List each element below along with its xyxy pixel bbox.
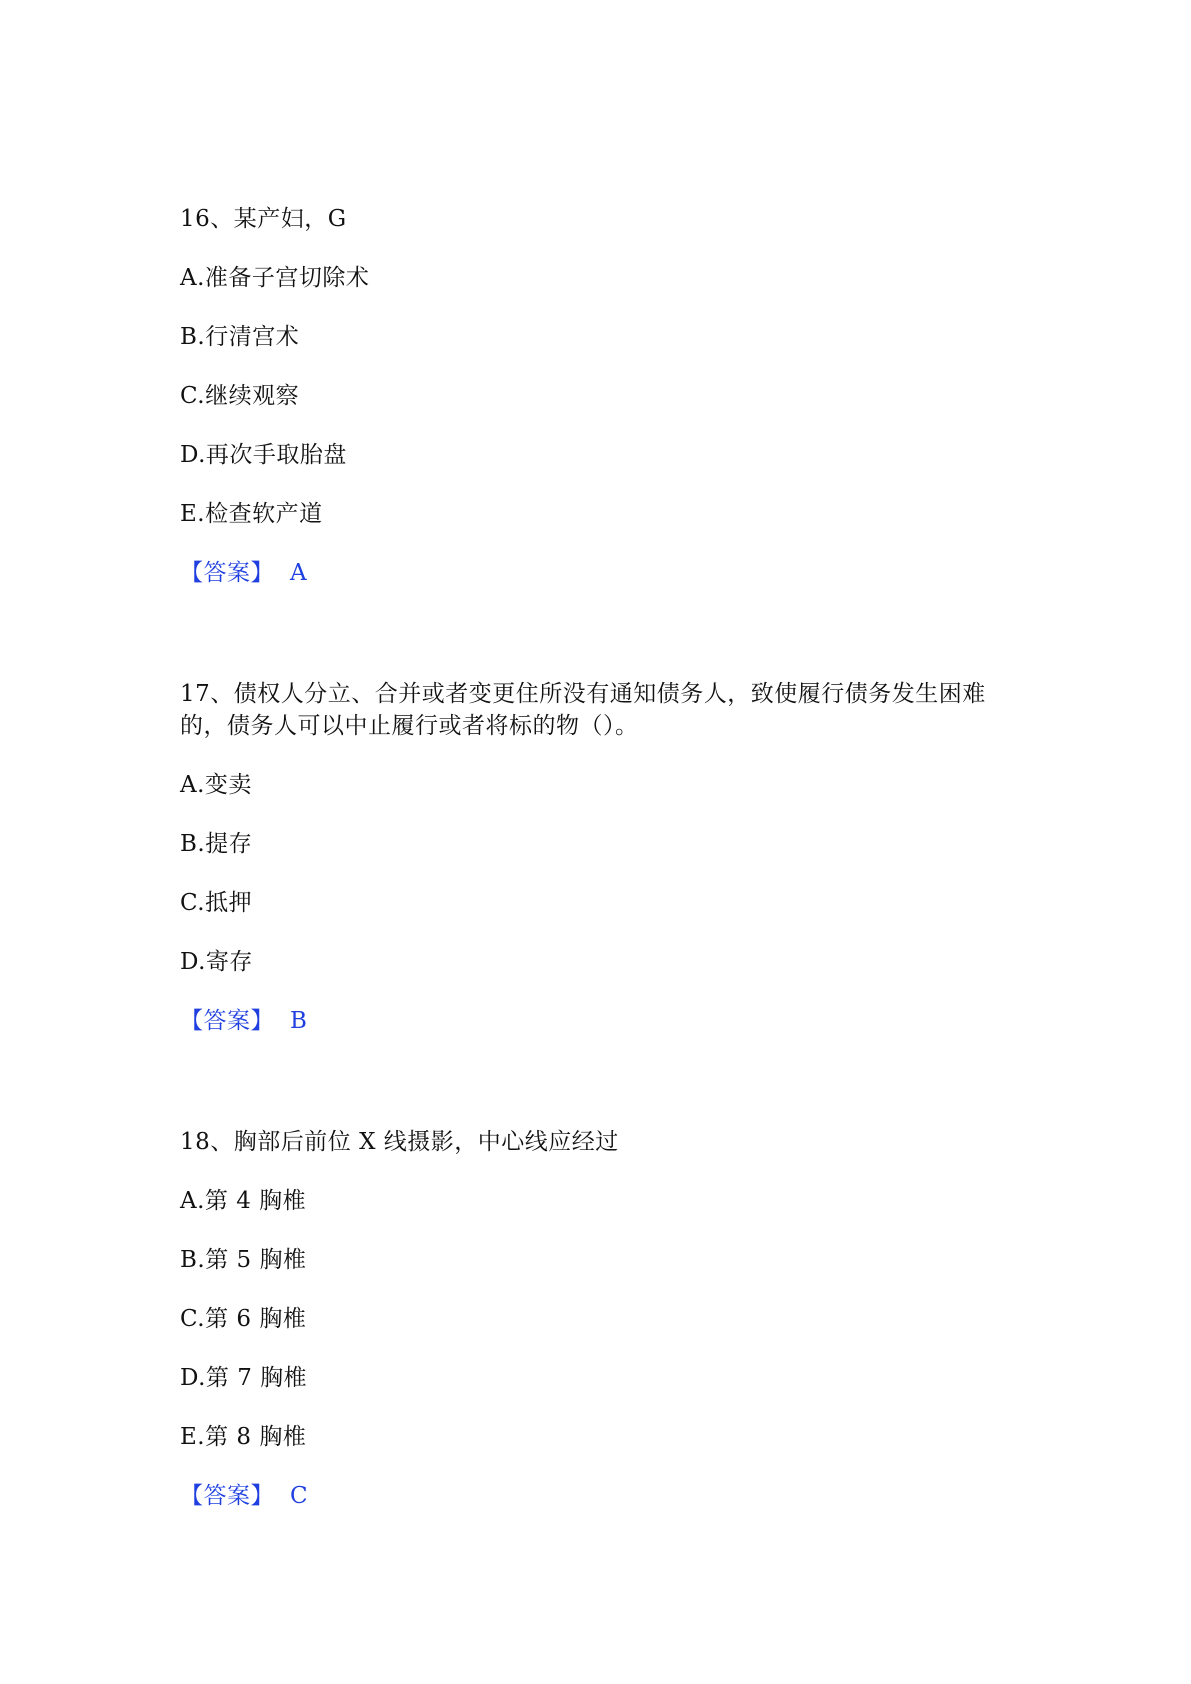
question-17 [180, 678, 1010, 1037]
option-b: B.第 5 胸椎 [180, 1247, 307, 1273]
option-e: E.第 8 胸椎 [180, 1424, 307, 1450]
answer-value: B [290, 1008, 308, 1034]
option-list [180, 769, 1010, 978]
question-18 [180, 1126, 1010, 1512]
option-c: C.第 6 胸椎 [180, 1306, 307, 1332]
option-b: B.提存 [180, 831, 253, 857]
option-list [180, 262, 1010, 530]
question-stem: 18、胸部后前位 X 线摄影，中心线应经过 [180, 1129, 619, 1155]
option-d: D.再次手取胎盘 [180, 442, 347, 468]
answer-label: 【答案】 [180, 1008, 274, 1034]
answer-label: 【答案】 [180, 1483, 274, 1509]
answer-value: C [290, 1483, 309, 1509]
question-16 [180, 203, 1010, 589]
question-stem: 16、某产妇，G [180, 206, 347, 232]
answer-label: 【答案】 [180, 560, 274, 586]
option-a: A.第 4 胸椎 [180, 1188, 307, 1214]
answer-line [180, 1480, 1010, 1512]
answer-value: A [290, 560, 308, 586]
question-stem: 17、债权人分立、合并或者变更住所没有通知债务人，致使履行债务发生困难的，债务人可以中止履行或者将标的物（）。 [180, 681, 986, 739]
answer-line [180, 557, 1010, 589]
answer-line [180, 1005, 1010, 1037]
option-c: C.抵押 [180, 890, 253, 916]
option-list [180, 1185, 1010, 1453]
option-d: D.第 7 胸椎 [180, 1365, 308, 1391]
option-c: C.继续观察 [180, 383, 300, 409]
option-a: A.变卖 [180, 772, 252, 798]
option-b: B.行清宫术 [180, 324, 300, 350]
option-a: A.准备子宫切除术 [180, 265, 370, 291]
option-e: E.检查软产道 [180, 501, 323, 527]
option-d: D.寄存 [180, 949, 253, 975]
